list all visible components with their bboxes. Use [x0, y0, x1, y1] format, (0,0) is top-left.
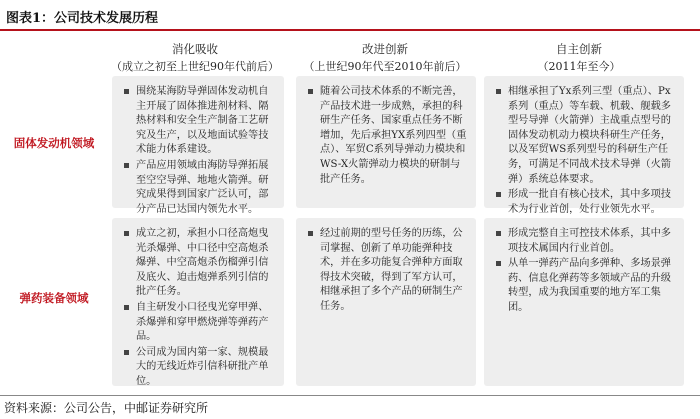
cell-bullet: 形成一批自有核心技术，其中多项技术为行业首创，处行业领先水平。 [494, 188, 676, 217]
cell-bullet: 公司成为国内第一家、规模最大的无线近炸引信科研批产单位。 [122, 346, 276, 390]
cell-bullet: 产品应用领域由海防导弹拓展至空空导弹、地地火箭弹。研究成果得到国家广泛认可，部分产品已达国内领先水平。 [122, 159, 276, 217]
cell-solid-motor-improve [296, 76, 476, 208]
cell-bullet: 围绕某海防导弹固体发动机自主开展了固体推进剂材料、隔热材料和安全生产制备工艺研究及生产，以及地面试验等技术能力体系建设。 [122, 85, 276, 158]
column-title: 自主创新 [556, 42, 602, 56]
cell-bullet: 随着公司技术体系的不断完善，产品技术进一步成熟，承担的科研生产任务、国家重点任务不断增加，先后承担YX系列四型（重点）、军贸C系列导弹动力模块和WS-X火箭弹动力模块的研制与批产任务。 [306, 85, 468, 187]
title-divider [0, 29, 700, 31]
column-subtitle: （2011年至今） [537, 60, 621, 73]
column-title: 消化吸收 [172, 42, 218, 56]
cell-bullet: 相继承担了Yx系列三型（重点）、Px系列（重点）等车载、机载、舰载多型号导弹（火箭弹）主战重点型号的固体发动机动力模块科研生产任务，以及军贸WS系列型号的科研生产任务，可满足不同战术技术导弹（火箭弹）系统总体要求。 [494, 85, 676, 187]
cell-solid-motor-digest [112, 76, 284, 215]
title-bar [0, 0, 700, 30]
cell-ammunition-independent [484, 218, 684, 386]
cell-bullet: 形成完整自主可控技术体系，其中多项技术属国内行业首创。 [494, 227, 676, 256]
column-subtitle: （上世纪90年代至2010年前后） [303, 60, 467, 73]
cell-bullet: 经过前期的型号任务的历练，公司掌握、创新了单功能弹种技术，并在多功能复合弹种方面取得技术突破，得到了军方认可，相继承担了多个产品的研制生产任务。 [306, 227, 468, 315]
cell-bullet: 自主研发小口径曳光穿甲弹、杀爆弹和穿甲燃烧弹等弹药产品。 [122, 301, 276, 345]
source-divider [0, 395, 700, 396]
figure-title: 图表1：公司技术发展历程 [6, 11, 159, 26]
column-title: 改进创新 [362, 42, 408, 56]
column-header-3 [476, 40, 682, 76]
cell-bullet: 从单一弹药产品向多弹种、多场景弹药、信息化弹药等多领域产品的升级转型，成为我国重要的地方军工集团。 [494, 257, 676, 315]
cell-solid-motor-independent [484, 76, 684, 215]
column-header-2 [296, 40, 474, 76]
cell-ammunition-improve [296, 218, 476, 386]
column-subtitle: （成立之初至上世纪90年代前后） [111, 60, 279, 73]
column-header-1 [110, 40, 280, 76]
source-note: 资料来源：公司公告，中邮证券研究所 [4, 401, 209, 415]
row-label-ammunition: 弹药装备领域 [19, 291, 89, 305]
cell-ammunition-digest [112, 218, 284, 386]
cell-bullet: 成立之初，承担小口径高炮曳光杀爆弹、中口径中空高炮杀爆弹、中空高炮杀伤榴弹引信及底火、迫击炮弹系列引信的批产任务。 [122, 227, 276, 300]
row-label-solid-motor: 固体发动机领域 [13, 136, 95, 150]
